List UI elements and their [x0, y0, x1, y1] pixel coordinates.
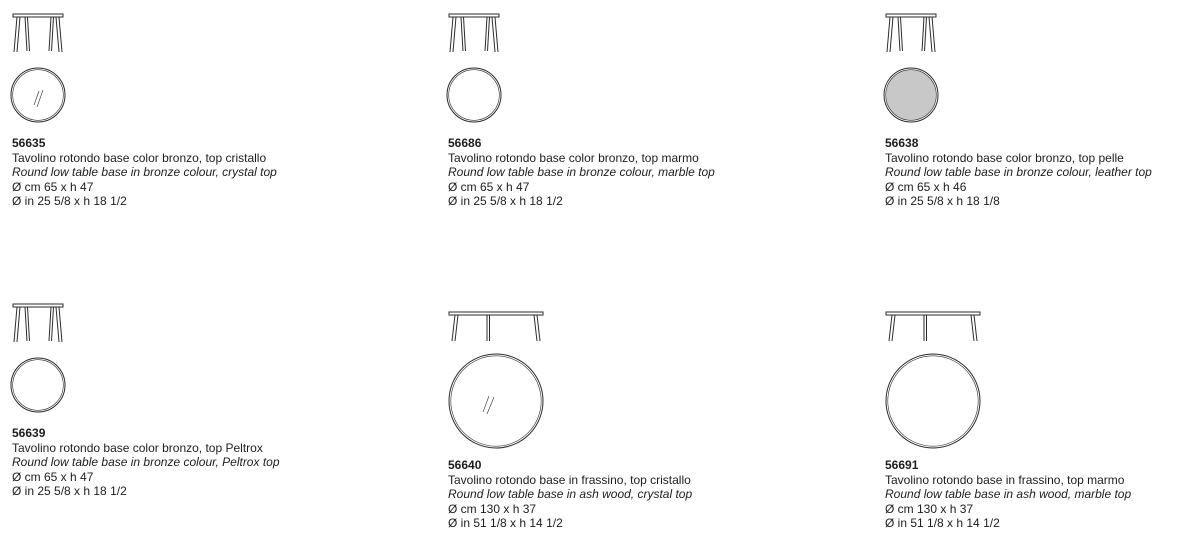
product-card-56639	[12, 297, 342, 547]
description-italian: Tavolino rotondo base color bronzo, top marmo	[448, 150, 699, 165]
dimensions-in: Ø in 51 1/8 x h 14 1/2	[885, 516, 1000, 531]
dimensions-in: Ø in 25 5/8 x h 18 1/2	[12, 484, 127, 499]
side-view-icon	[886, 14, 936, 52]
table-drawing	[448, 297, 568, 457]
description-english: Round low table base in bronze colour, leather top	[885, 165, 1152, 180]
description-italian: Tavolino rotondo base in frassino, top cristallo	[448, 472, 691, 487]
side-view-icon	[449, 312, 543, 341]
product-code: 56635	[12, 136, 46, 150]
dimensions-cm: Ø cm 130 x h 37	[885, 501, 974, 516]
description-italian: Tavolino rotondo base color bronzo, top cristallo	[12, 150, 267, 165]
top-view-crystal-icon	[449, 354, 543, 448]
dimensions-cm: Ø cm 65 x h 47	[12, 179, 94, 194]
table-drawing	[885, 7, 945, 127]
dimensions-cm: Ø cm 65 x h 47	[12, 469, 94, 484]
description-italian: Tavolino rotondo base color bronzo, top Peltrox	[12, 440, 263, 455]
description-english: Round low table base in bronze colour, Peltrox top	[12, 455, 280, 470]
top-view-crystal-icon	[11, 68, 65, 122]
description-italian: Tavolino rotondo base color bronzo, top pelle	[885, 150, 1124, 165]
dimensions-in: Ø in 25 5/8 x h 18 1/8	[885, 194, 1000, 209]
description-english: Round low table base in bronze colour, marble top	[448, 165, 715, 180]
table-drawing	[885, 297, 1005, 457]
side-view-icon	[886, 312, 980, 341]
dimensions-in: Ø in 51 1/8 x h 14 1/2	[448, 516, 563, 531]
table-drawing	[448, 7, 508, 127]
top-view-marble-icon	[447, 68, 501, 122]
product-code: 56691	[885, 458, 919, 472]
description-english: Round low table base in bronze colour, crystal top	[12, 165, 277, 180]
dimensions-in: Ø in 25 5/8 x h 18 1/2	[12, 194, 127, 209]
description-english: Round low table base in ash wood, marble top	[885, 487, 1132, 502]
product-code: 56639	[12, 426, 46, 440]
top-view-marble-icon	[886, 354, 980, 448]
side-view-icon	[449, 14, 499, 52]
top-view-leather-icon	[884, 68, 938, 122]
product-card-56638	[885, 7, 1200, 257]
product-code: 56640	[448, 458, 482, 472]
product-card-56691	[885, 297, 1200, 547]
side-view-icon	[13, 14, 63, 52]
product-code: 56686	[448, 136, 482, 150]
top-view-peltrox-icon	[11, 358, 65, 412]
table-drawing	[12, 7, 72, 127]
product-card-56635	[12, 7, 342, 257]
dimensions-cm: Ø cm 65 x h 47	[448, 179, 530, 194]
product-card-56640	[448, 297, 778, 547]
dimensions-cm: Ø cm 65 x h 46	[885, 179, 967, 194]
description-english: Round low table base in ash wood, crystal top	[448, 487, 693, 502]
table-drawing	[12, 297, 72, 417]
dimensions-cm: Ø cm 130 x h 37	[448, 501, 537, 516]
dimensions-in: Ø in 25 5/8 x h 18 1/2	[448, 194, 563, 209]
product-code: 56638	[885, 136, 919, 150]
product-card-56686	[448, 7, 778, 257]
description-italian: Tavolino rotondo base in frassino, top marmo	[885, 472, 1125, 487]
side-view-icon	[13, 304, 63, 342]
